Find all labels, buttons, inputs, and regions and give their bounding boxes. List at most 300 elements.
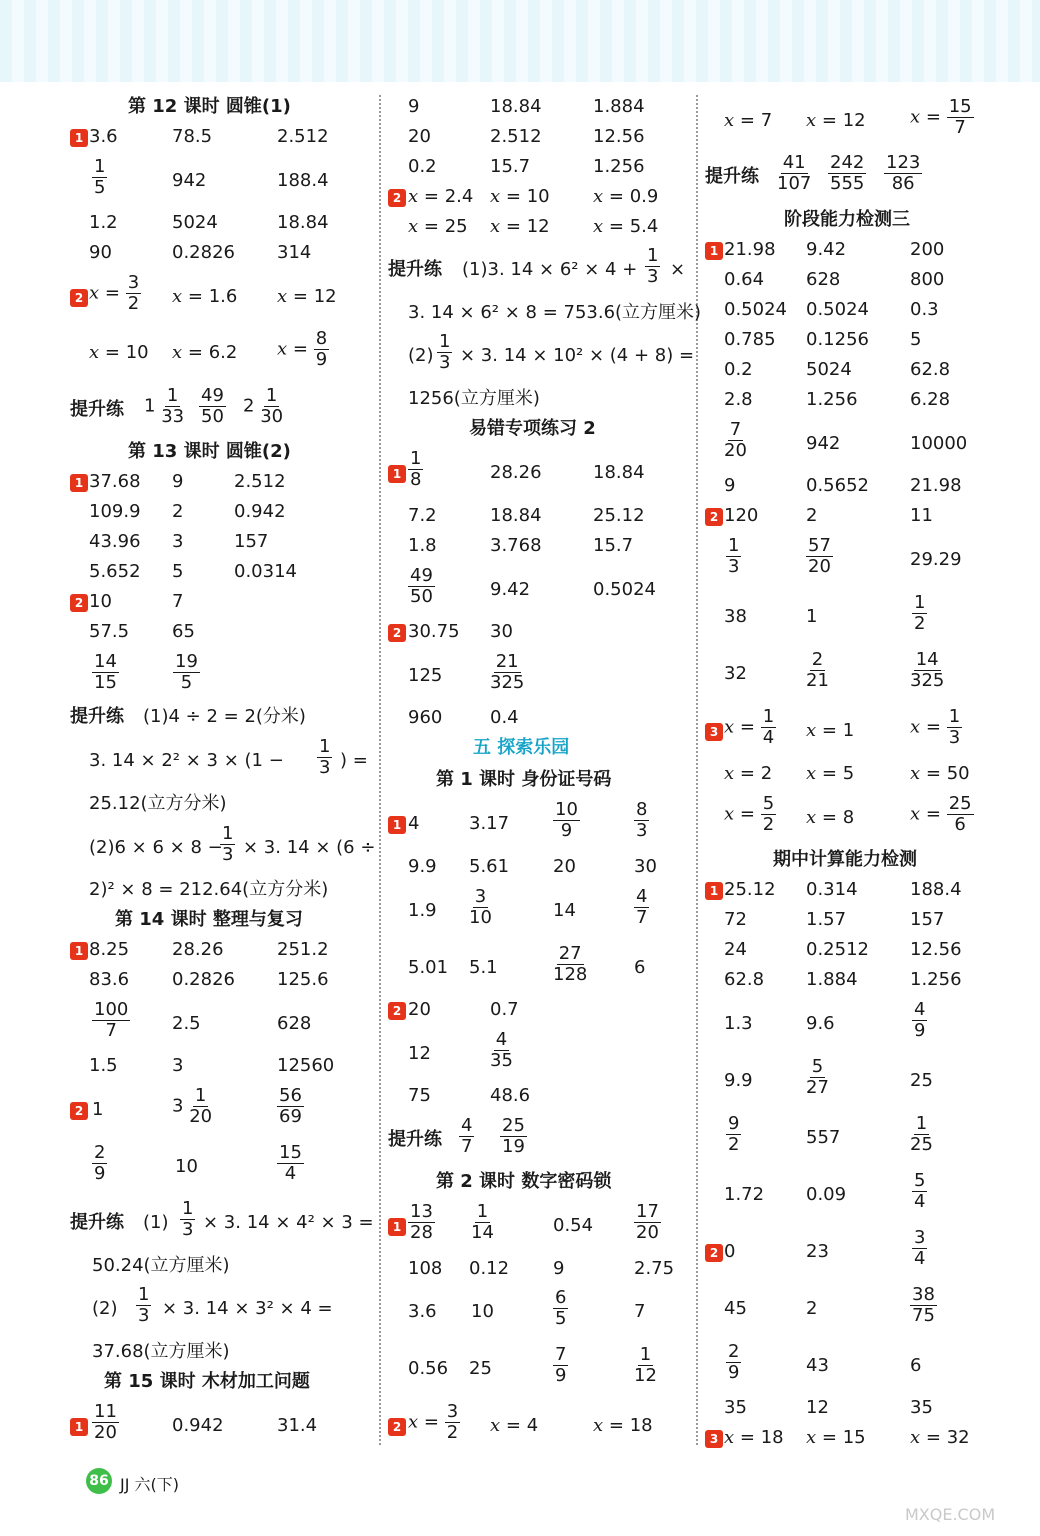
fraction-answer — [912, 1000, 927, 1041]
edition-label: JJ 六(下) — [120, 1475, 180, 1494]
equation-answer — [806, 764, 854, 784]
question-number-badge — [388, 622, 406, 642]
x-variable: x — [806, 1427, 817, 1448]
x-variable: x — [408, 1411, 419, 1433]
equation: x = — [89, 282, 126, 304]
section-heading: 第 1 课时 身份证号码 — [436, 769, 612, 790]
equation-answer — [593, 217, 658, 237]
answer-value: 0.2512 — [806, 939, 869, 960]
answer-value: 628 — [277, 1013, 312, 1034]
answer-value: 12.56 — [910, 939, 962, 960]
equation: x = 10 — [89, 342, 149, 363]
section-heading: 阶段能力检测三 — [784, 209, 910, 230]
fraction-answer — [408, 449, 423, 490]
equation-answer — [277, 287, 337, 307]
equation: x = 1 — [806, 720, 855, 741]
answer-value: 5024 — [806, 359, 852, 380]
answer-value: 6.28 — [910, 389, 951, 410]
fraction-answer — [471, 1202, 494, 1243]
fraction — [277, 1086, 304, 1127]
answer-value: 0.2 — [724, 359, 753, 380]
equation-answer — [724, 707, 776, 748]
answer-value: 12 — [806, 1397, 829, 1418]
answer-value: 20 — [553, 856, 576, 877]
fraction — [726, 1114, 741, 1155]
answer-value: 15.7 — [593, 535, 634, 556]
fraction-answer — [912, 1228, 927, 1269]
fraction — [884, 153, 922, 194]
fraction-answer — [884, 153, 922, 194]
answer-value: 2.512 — [277, 126, 329, 147]
mixed-number-answer — [144, 386, 184, 427]
denominator: 2 — [914, 613, 926, 634]
fraction-answer — [910, 1114, 933, 1155]
fraction-answer — [553, 800, 580, 841]
value: 25 — [444, 216, 468, 237]
denominator: 5 — [555, 1308, 567, 1329]
column-divider — [379, 95, 381, 1445]
fraction — [634, 1345, 657, 1386]
answer-value: 18.84 — [490, 96, 542, 117]
x-variable: x — [910, 803, 921, 825]
numerator: 4 — [636, 886, 648, 907]
equation: x = 25 — [408, 216, 468, 237]
value: 1.6 — [208, 286, 238, 307]
section-heading: 期中计算能力检测 — [773, 849, 917, 870]
denominator: 14 — [471, 1222, 494, 1243]
fraction-answer — [500, 1116, 527, 1157]
value: 4 — [526, 1415, 539, 1436]
section-heading: 第 15 课时 木材加工问题 — [104, 1371, 310, 1392]
value: 5.4 — [629, 216, 659, 237]
value: 8 — [842, 807, 855, 828]
fraction-answer — [828, 153, 866, 194]
answer-value: 0.785 — [724, 329, 776, 350]
fraction — [724, 420, 747, 461]
answer-value: 9.6 — [806, 1013, 835, 1034]
section-heading: 第 14 课时 整理与复习 — [115, 909, 303, 930]
denominator: 2 — [446, 1422, 459, 1443]
numerator: 3 — [446, 1401, 459, 1422]
answer-value: 25.12(立方分米) — [89, 793, 227, 814]
numerator: 3 — [914, 1227, 926, 1248]
equation: x = 50 — [910, 763, 970, 784]
question-number-badge — [70, 1100, 88, 1120]
numerator: 1 — [439, 331, 451, 352]
denominator: 107 — [777, 173, 812, 194]
equation-answer — [910, 764, 970, 784]
watermark-text: MXQE.COM — [905, 1505, 996, 1524]
fraction — [408, 566, 435, 607]
value: 15 — [842, 1427, 866, 1448]
answer-value: 48.6 — [490, 1085, 531, 1106]
fraction — [314, 329, 329, 370]
answer-value: 25 — [910, 1070, 933, 1091]
answer-value: 5.1 — [469, 957, 498, 978]
answer-value: 9 — [172, 471, 184, 492]
section-heading: 第 2 课时 数字密码锁 — [436, 1171, 612, 1192]
answer-value: 125.6 — [277, 969, 329, 990]
answer-value: 10000 — [910, 433, 968, 454]
denominator: 2 — [762, 814, 775, 835]
numerator: 1 — [410, 448, 422, 469]
denominator: 3 — [647, 266, 659, 287]
answer-value: 2.8 — [724, 389, 753, 410]
denominator: 4 — [914, 1248, 926, 1269]
x-variable: x — [910, 763, 921, 784]
question-number-badge — [70, 1416, 88, 1436]
equation: x = 5 — [806, 763, 855, 784]
denominator: 15 — [94, 672, 117, 693]
answer-value: × — [670, 259, 686, 280]
answer-value: 5 — [910, 329, 922, 350]
badge: 1 — [70, 474, 88, 492]
answer-value: 0.314 — [806, 879, 858, 900]
answer-value: × 3. 14 × 4² × 3 = — [203, 1212, 374, 1233]
numerator: 2 — [811, 649, 824, 670]
answer-value: 3.17 — [469, 813, 510, 834]
x-variable: x — [89, 282, 100, 304]
answer-value: 251.2 — [277, 939, 329, 960]
x-variable: x — [910, 716, 921, 738]
answer-value: 9 — [553, 1258, 565, 1279]
whole-part: 3 — [172, 1095, 184, 1117]
fraction-answer — [408, 566, 435, 607]
badge: 2 — [70, 1102, 88, 1120]
equation: x = — [408, 1411, 445, 1433]
equation: x = 0.9 — [593, 186, 659, 207]
numerator: 1 — [914, 592, 926, 613]
badge: 1 — [70, 942, 88, 960]
answer-value: 0.7 — [490, 999, 519, 1020]
answer-value: (2) — [408, 345, 434, 366]
x-variable: x — [806, 763, 817, 784]
answer-value: 21.98 — [910, 475, 962, 496]
answer-value: 1.57 — [806, 909, 847, 930]
fraction-answer — [912, 593, 927, 634]
answer-value: 32 — [724, 663, 747, 684]
answer-value: 0.4 — [490, 707, 519, 728]
fraction — [490, 1030, 513, 1071]
answer-value: 6 — [910, 1355, 922, 1376]
fraction-answer — [806, 1057, 829, 1098]
question-number-badge — [70, 592, 88, 612]
denominator: 9 — [728, 1362, 740, 1383]
fraction — [459, 1116, 474, 1157]
answer-value: 15.7 — [490, 156, 531, 177]
answer-value: 24 — [724, 939, 747, 960]
answer-value: 5.61 — [469, 856, 510, 877]
fraction-answer — [910, 1285, 937, 1326]
equation: x = 5.4 — [593, 216, 659, 237]
answer-value: 1.5 — [89, 1055, 118, 1076]
page-number: 86 — [86, 1468, 112, 1494]
equation-answer — [724, 764, 772, 784]
question-number-badge — [388, 1416, 406, 1436]
fraction — [726, 1342, 741, 1383]
fraction — [806, 1057, 829, 1098]
answer-value: × 3. 14 × 3² × 4 = — [162, 1298, 333, 1319]
equation: x = — [724, 716, 761, 738]
fraction — [828, 153, 866, 194]
numerator: 1 — [948, 706, 961, 727]
answer-value: 57.5 — [89, 621, 130, 642]
answer-value: 157 — [234, 531, 269, 552]
equation-answer — [490, 187, 550, 207]
numerator: 14 — [94, 651, 117, 672]
numerator: 13 — [410, 1201, 433, 1222]
fraction — [92, 157, 107, 198]
fraction-answer — [724, 420, 747, 461]
denominator: 2 — [127, 293, 140, 314]
answer-value: 38 — [724, 606, 747, 627]
fraction — [277, 1143, 304, 1184]
numerator: 7 — [555, 1344, 567, 1365]
numerator: 1 — [647, 245, 659, 266]
x-variable: x — [490, 1415, 501, 1436]
answer-value: 28.26 — [490, 462, 542, 483]
answer-value: 0 — [724, 1241, 736, 1262]
badge: 1 — [388, 465, 406, 483]
answer-value: 0.0314 — [234, 561, 297, 582]
answer-value: 188.4 — [910, 879, 962, 900]
numerator: 5 — [811, 1056, 824, 1077]
fraction-answer — [92, 157, 107, 198]
fraction — [317, 737, 332, 778]
numerator: 49 — [410, 565, 433, 586]
fraction-answer — [553, 1345, 568, 1386]
equation: x = — [910, 803, 947, 825]
fraction — [910, 1114, 933, 1155]
answer-value: 3.768 — [490, 535, 542, 556]
badge: 2 — [388, 624, 406, 642]
value: 0.9 — [629, 186, 659, 207]
question-number-badge — [70, 472, 88, 492]
answer-value: 0.5024 — [724, 299, 787, 320]
answer-value: 188.4 — [277, 170, 329, 191]
numerator: 1 — [319, 736, 331, 757]
answer-value: 109.9 — [89, 501, 141, 522]
answer-value: 1.72 — [724, 1184, 765, 1205]
answer-value: 20 — [408, 126, 431, 147]
value: 2.4 — [444, 186, 474, 207]
answer-value: 3.6 — [408, 1301, 437, 1322]
practice-label: 提升练 — [70, 1212, 124, 1233]
denominator: 3 — [439, 352, 451, 373]
fraction-answer — [726, 536, 741, 577]
x-variable: x — [724, 803, 735, 825]
equation: x = 10 — [490, 186, 550, 207]
answer-value: 1.884 — [593, 96, 645, 117]
answer-value: 1 — [92, 1099, 104, 1120]
fraction — [490, 652, 524, 693]
equation-answer — [408, 1402, 460, 1443]
fraction-answer — [277, 1143, 304, 1184]
answer-value: 1.256 — [910, 969, 962, 990]
answer-value: 25 — [469, 1358, 492, 1379]
fraction — [806, 650, 829, 691]
denominator: 27 — [806, 1077, 829, 1098]
numerator: 25 — [502, 1115, 525, 1136]
numerator: 9 — [728, 1113, 740, 1134]
denominator: 128 — [553, 964, 588, 985]
denominator: 30 — [260, 406, 284, 427]
answer-value: 28.26 — [172, 939, 224, 960]
fraction-answer — [634, 800, 649, 841]
fraction — [806, 536, 833, 577]
equation-answer — [408, 217, 468, 237]
numerator: 3 — [127, 272, 140, 293]
denominator: 4 — [284, 1163, 297, 1184]
answer-value: 942 — [806, 433, 841, 454]
answer-value: 1.3 — [724, 1013, 753, 1034]
question-number-badge — [388, 814, 406, 834]
denominator: 3 — [636, 820, 648, 841]
numerator: 15 — [948, 96, 972, 117]
value: 18 — [629, 1415, 653, 1436]
question-number-badge — [705, 721, 723, 741]
answer-value: 628 — [806, 269, 841, 290]
answer-value: 10 — [89, 591, 112, 612]
fraction — [469, 887, 492, 928]
answer-value: 12 — [408, 1043, 431, 1064]
mixed-number-answer — [172, 1086, 212, 1127]
answer-value: 2.512 — [490, 126, 542, 147]
answer-value: 62.8 — [724, 969, 765, 990]
fraction-answer — [490, 1030, 513, 1071]
denominator: 12 — [634, 1365, 657, 1386]
equation-answer — [806, 1428, 866, 1448]
equation: x = — [910, 716, 947, 738]
equation-answer — [593, 1416, 653, 1436]
fraction-answer — [459, 1116, 474, 1157]
numerator: 7 — [729, 419, 742, 440]
question-number-badge — [705, 1428, 723, 1448]
answer-value: 20 — [408, 999, 431, 1020]
badge: 2 — [70, 289, 88, 307]
question-number-badge — [388, 1000, 406, 1020]
badge: 3 — [705, 723, 723, 741]
numerator: 4 — [914, 999, 926, 1020]
answer-value: 0.09 — [806, 1184, 847, 1205]
numerator: 56 — [279, 1085, 302, 1106]
x-variable: x — [806, 807, 817, 828]
denominator: 9 — [315, 349, 328, 370]
answer-value: (2) — [92, 1298, 118, 1319]
fraction-answer — [726, 1342, 741, 1383]
answer-value: 25.12 — [724, 879, 776, 900]
equation-answer — [806, 111, 866, 131]
fraction — [726, 536, 741, 577]
answer-value: 9.42 — [806, 239, 847, 260]
fraction — [136, 1285, 151, 1326]
fraction — [92, 1000, 130, 1041]
answer-value: 1.2 — [89, 212, 118, 233]
equation: x = 1.6 — [172, 286, 238, 307]
answer-value: 50.24(立方厘米) — [92, 1255, 230, 1276]
x-variable: x — [277, 338, 288, 360]
top-band — [0, 0, 1040, 82]
denominator: 3 — [138, 1305, 150, 1326]
answer-value: 9.42 — [490, 579, 531, 600]
answer-value: (1)3. 14 × 6² × 4 + — [462, 259, 638, 280]
numerator: 11 — [94, 1401, 117, 1422]
equation-answer — [724, 111, 772, 131]
answer-value: 1256(立方厘米) — [408, 388, 540, 409]
denominator: 7 — [954, 117, 966, 138]
answer-value: 75 — [408, 1085, 431, 1106]
numerator: 1 — [94, 156, 106, 177]
x-variable: x — [490, 216, 501, 237]
value: 32 — [946, 1427, 970, 1448]
question-number-badge — [705, 506, 723, 526]
fraction — [408, 449, 423, 490]
answer-value: 10 — [175, 1156, 198, 1177]
equation: x = 12 — [806, 110, 866, 131]
badge: 2 — [705, 508, 723, 526]
denominator: 555 — [830, 173, 865, 194]
equation-answer — [89, 343, 149, 363]
fraction-answer — [553, 944, 587, 985]
x-variable: x — [724, 763, 735, 784]
answer-value: 83.6 — [89, 969, 130, 990]
fraction-answer — [92, 1143, 107, 1184]
x-variable: x — [172, 286, 183, 307]
numerator: 5 — [914, 1170, 926, 1191]
numerator: 14 — [915, 649, 939, 670]
whole-part: 1 — [144, 395, 156, 417]
answer-value: 200 — [910, 239, 945, 260]
answer-value: 108 — [408, 1258, 443, 1279]
numerator: 19 — [175, 651, 198, 672]
question-number-badge — [70, 940, 88, 960]
equation-answer — [806, 808, 854, 828]
fraction-answer — [634, 1345, 657, 1386]
denominator: 75 — [912, 1305, 935, 1326]
equation-answer — [724, 1428, 784, 1448]
numerator: 6 — [555, 1287, 567, 1308]
fraction-answer — [645, 246, 660, 287]
fraction-answer — [806, 650, 829, 691]
x-variable: x — [408, 186, 419, 207]
answer-value: 5.652 — [89, 561, 141, 582]
answer-value: 0.56 — [408, 1358, 449, 1379]
denominator: 21 — [806, 670, 829, 691]
answer-value: 0.64 — [724, 269, 765, 290]
denominator: 20 — [724, 440, 747, 461]
equation-answer — [277, 329, 329, 370]
numerator: 15 — [279, 1142, 302, 1163]
fraction — [189, 1086, 212, 1127]
question-number-badge — [705, 240, 723, 260]
equation: x = 4 — [490, 1415, 539, 1436]
badge: 2 — [388, 1418, 406, 1436]
answer-value: 960 — [408, 707, 443, 728]
x-variable: x — [910, 106, 921, 128]
equation: x = — [910, 106, 947, 128]
question-number-badge — [705, 1242, 723, 1262]
fraction-answer — [199, 386, 226, 427]
numerator: 41 — [782, 152, 806, 173]
denominator: 3 — [728, 556, 740, 577]
denominator: 3 — [182, 1219, 194, 1240]
equation-answer — [172, 343, 237, 363]
fraction-answer — [408, 1202, 435, 1243]
answer-value: 942 — [172, 170, 207, 191]
numerator: 1 — [476, 1201, 489, 1222]
numerator: 1 — [728, 535, 740, 556]
denominator: 25 — [910, 1134, 933, 1155]
